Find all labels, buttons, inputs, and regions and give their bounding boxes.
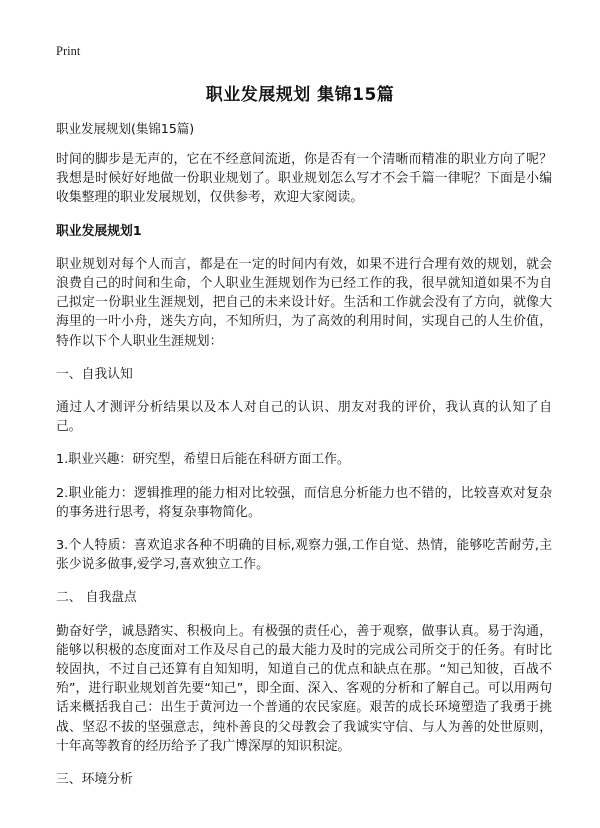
part-heading: 一、自我认知 (56, 366, 133, 382)
print-label[interactable]: Print (56, 44, 81, 58)
document-body (56, 150, 552, 803)
list-item: 1.职业兴趣：研究型，希望日后能在科研方面工作。 (56, 452, 350, 468)
list-item: 2.职业能力：逻辑推理的能力相对比较强，而信息分析能力也不错的，比较喜欢对复杂的事务进行思考，将复杂事物简化。 (56, 485, 552, 520)
part-heading: 三、环境分析 (56, 772, 133, 788)
intro-paragraph: 时间的脚步是无声的，它在不经意间流逝，你是否有一个清晰而精准的职业方向了呢？我想是时候好好地做一份职业规划了。职业规划怎么写才不会千篇一律呢？下面是小编收集整理的职业发展规划，仅供参考，欢迎大家阅读。 (56, 152, 552, 206)
document-title: 职业发展规划 集锦15篇 (205, 85, 395, 105)
section-paragraph: 职业规划对每个人而言，都是在一定的时间内有效，如果不进行合理有效的规划，就会浪费自己的时间和生命，个人职业生涯规划作为已经工作的我，很早就知道如果不为自己拟定一份职业生涯规划，把自己的未来设计好。生活和工作就会没有了方向，就像大海里的一叶小舟，迷失方向，不知所归，为了高效的利用时间，实现自己的人生价值，特作以下个人职业生涯规划： (56, 256, 552, 349)
list-item: 3.个人特质：喜欢追求各种不明确的目标,观察力强,工作自觉、热情，能够吃苦耐劳,主张少说多做事,爱学习,喜欢独立工作。 (56, 538, 552, 573)
document-subtitle: 职业发展规划(集锦15篇) (56, 121, 195, 136)
part-paragraph: 勤奋好学，诚恳踏实、积极向上。有极强的责任心，善于观察，做事认真。易于沟通，能够以积极的态度面对工作及尽自己的最大能力及时的完成公司所交于的任务。有时比较固执，不过自己还算有自知知明，知道自己的优点和缺点在那。“知己知彼，百战不殆”，进行职业规划首先要“知己”，即全面、深入、客观的分析和了解自己。可以用两句话来概括我自己：出生于黄河边一个普通的农民家庭。艰苦的成长环境塑造了我勇于挑战、坚忍不拔的坚强意志，纯朴善良的父母教会了我诚实守信、与人为善的处世原则，十年高等教育的经历给予了我广博深厚的知识积淀。 (56, 623, 552, 754)
part-heading: 二、 自我盘点 (56, 590, 137, 606)
section-heading: 职业发展规划1 (56, 223, 142, 239)
part-paragraph: 通过人才测评分析结果以及本人对自己的认识、朋友对我的评价，我认真的认知了自己。 (56, 400, 552, 435)
